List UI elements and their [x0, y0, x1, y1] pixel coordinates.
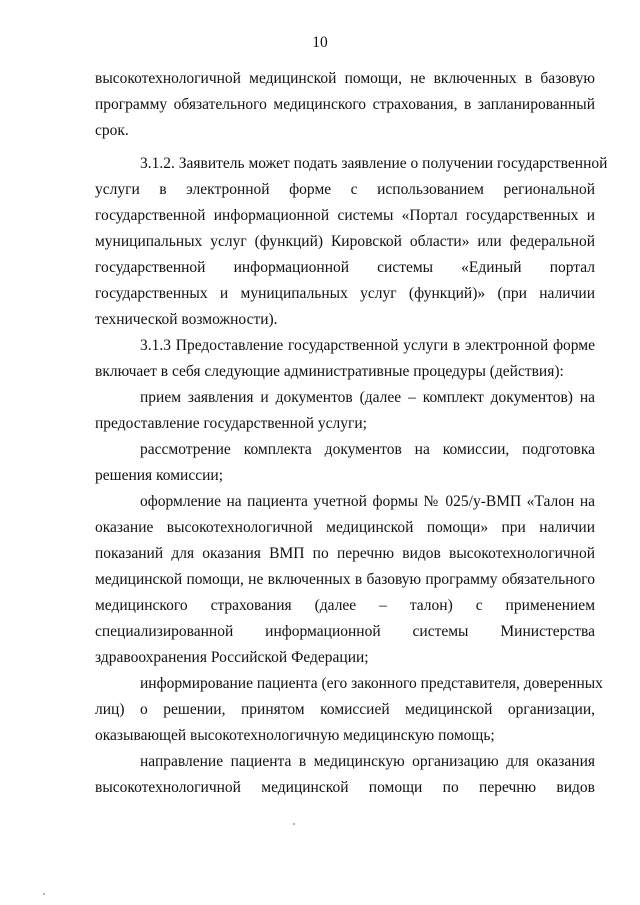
- text-line: муниципальных услуг (функций) Кировской области» или федеральной: [95, 233, 595, 250]
- text-line: решения комиссии;: [95, 467, 223, 484]
- text-line: 3.1.2. Заявитель может подать заявление о получении государственной: [140, 155, 608, 172]
- text-line: показаний для оказания ВМП по перечню видов высокотехнологичной: [95, 545, 595, 562]
- text-line: оказание высокотехнологичной медицинской помощи» при наличии: [95, 519, 595, 536]
- text-line: услуги в электронной форме с использованием региональной: [95, 181, 595, 198]
- text-line: технической возможности).: [95, 311, 278, 328]
- text-line: оформление на пациента учетной формы № 025/у-ВМП «Талон на: [140, 493, 595, 510]
- text-line: государственной информационной системы «Портал государственных и: [95, 207, 595, 224]
- text-line: лиц) о решении, принятом комиссией медицинской организации,: [95, 701, 595, 718]
- text-line: 3.1.3 Предоставление государственной услуги в электронной форме: [140, 337, 595, 354]
- text-line: рассмотрение комплекта документов на комиссии, подготовка: [140, 441, 595, 458]
- text-line: направление пациента в медицинскую организацию для оказания: [140, 753, 595, 770]
- text-line: медицинского страхования (далее – талон) с применением: [95, 597, 595, 614]
- text-line: предоставление государственной услуги;: [95, 415, 367, 432]
- text-line: медицинской помощи, не включенных в базовую программу обязательного: [95, 571, 595, 588]
- scan-speck: [293, 823, 295, 825]
- text-line: государственной информационной системы «Единый портал: [95, 259, 595, 276]
- text-line: высокотехнологичной медицинской помощи, не включенных в базовую: [95, 70, 595, 87]
- text-line: здравоохранения Российской Федерации;: [95, 649, 369, 666]
- text-line: включает в себя следующие административные процедуры (действия):: [95, 363, 564, 380]
- page-number: 10: [312, 34, 328, 51]
- scan-speck: [43, 893, 45, 895]
- text-line: оказывающей высокотехнологичную медицинскую помощь;: [95, 727, 495, 744]
- text-line: информирование пациента (его законного представителя, доверенных: [140, 675, 603, 692]
- text-line: специализированной информационной системы Министерства: [95, 623, 595, 640]
- text-line: программу обязательного медицинского страхования, в запланированный: [95, 96, 595, 113]
- text-line: высокотехнологичной медицинской помощи по перечню видов: [95, 779, 595, 796]
- text-line: государственных и муниципальных услуг (функций)» (при наличии: [95, 285, 595, 302]
- text-line: срок.: [95, 122, 129, 139]
- text-line: прием заявления и документов (далее – комплект документов) на: [140, 389, 595, 406]
